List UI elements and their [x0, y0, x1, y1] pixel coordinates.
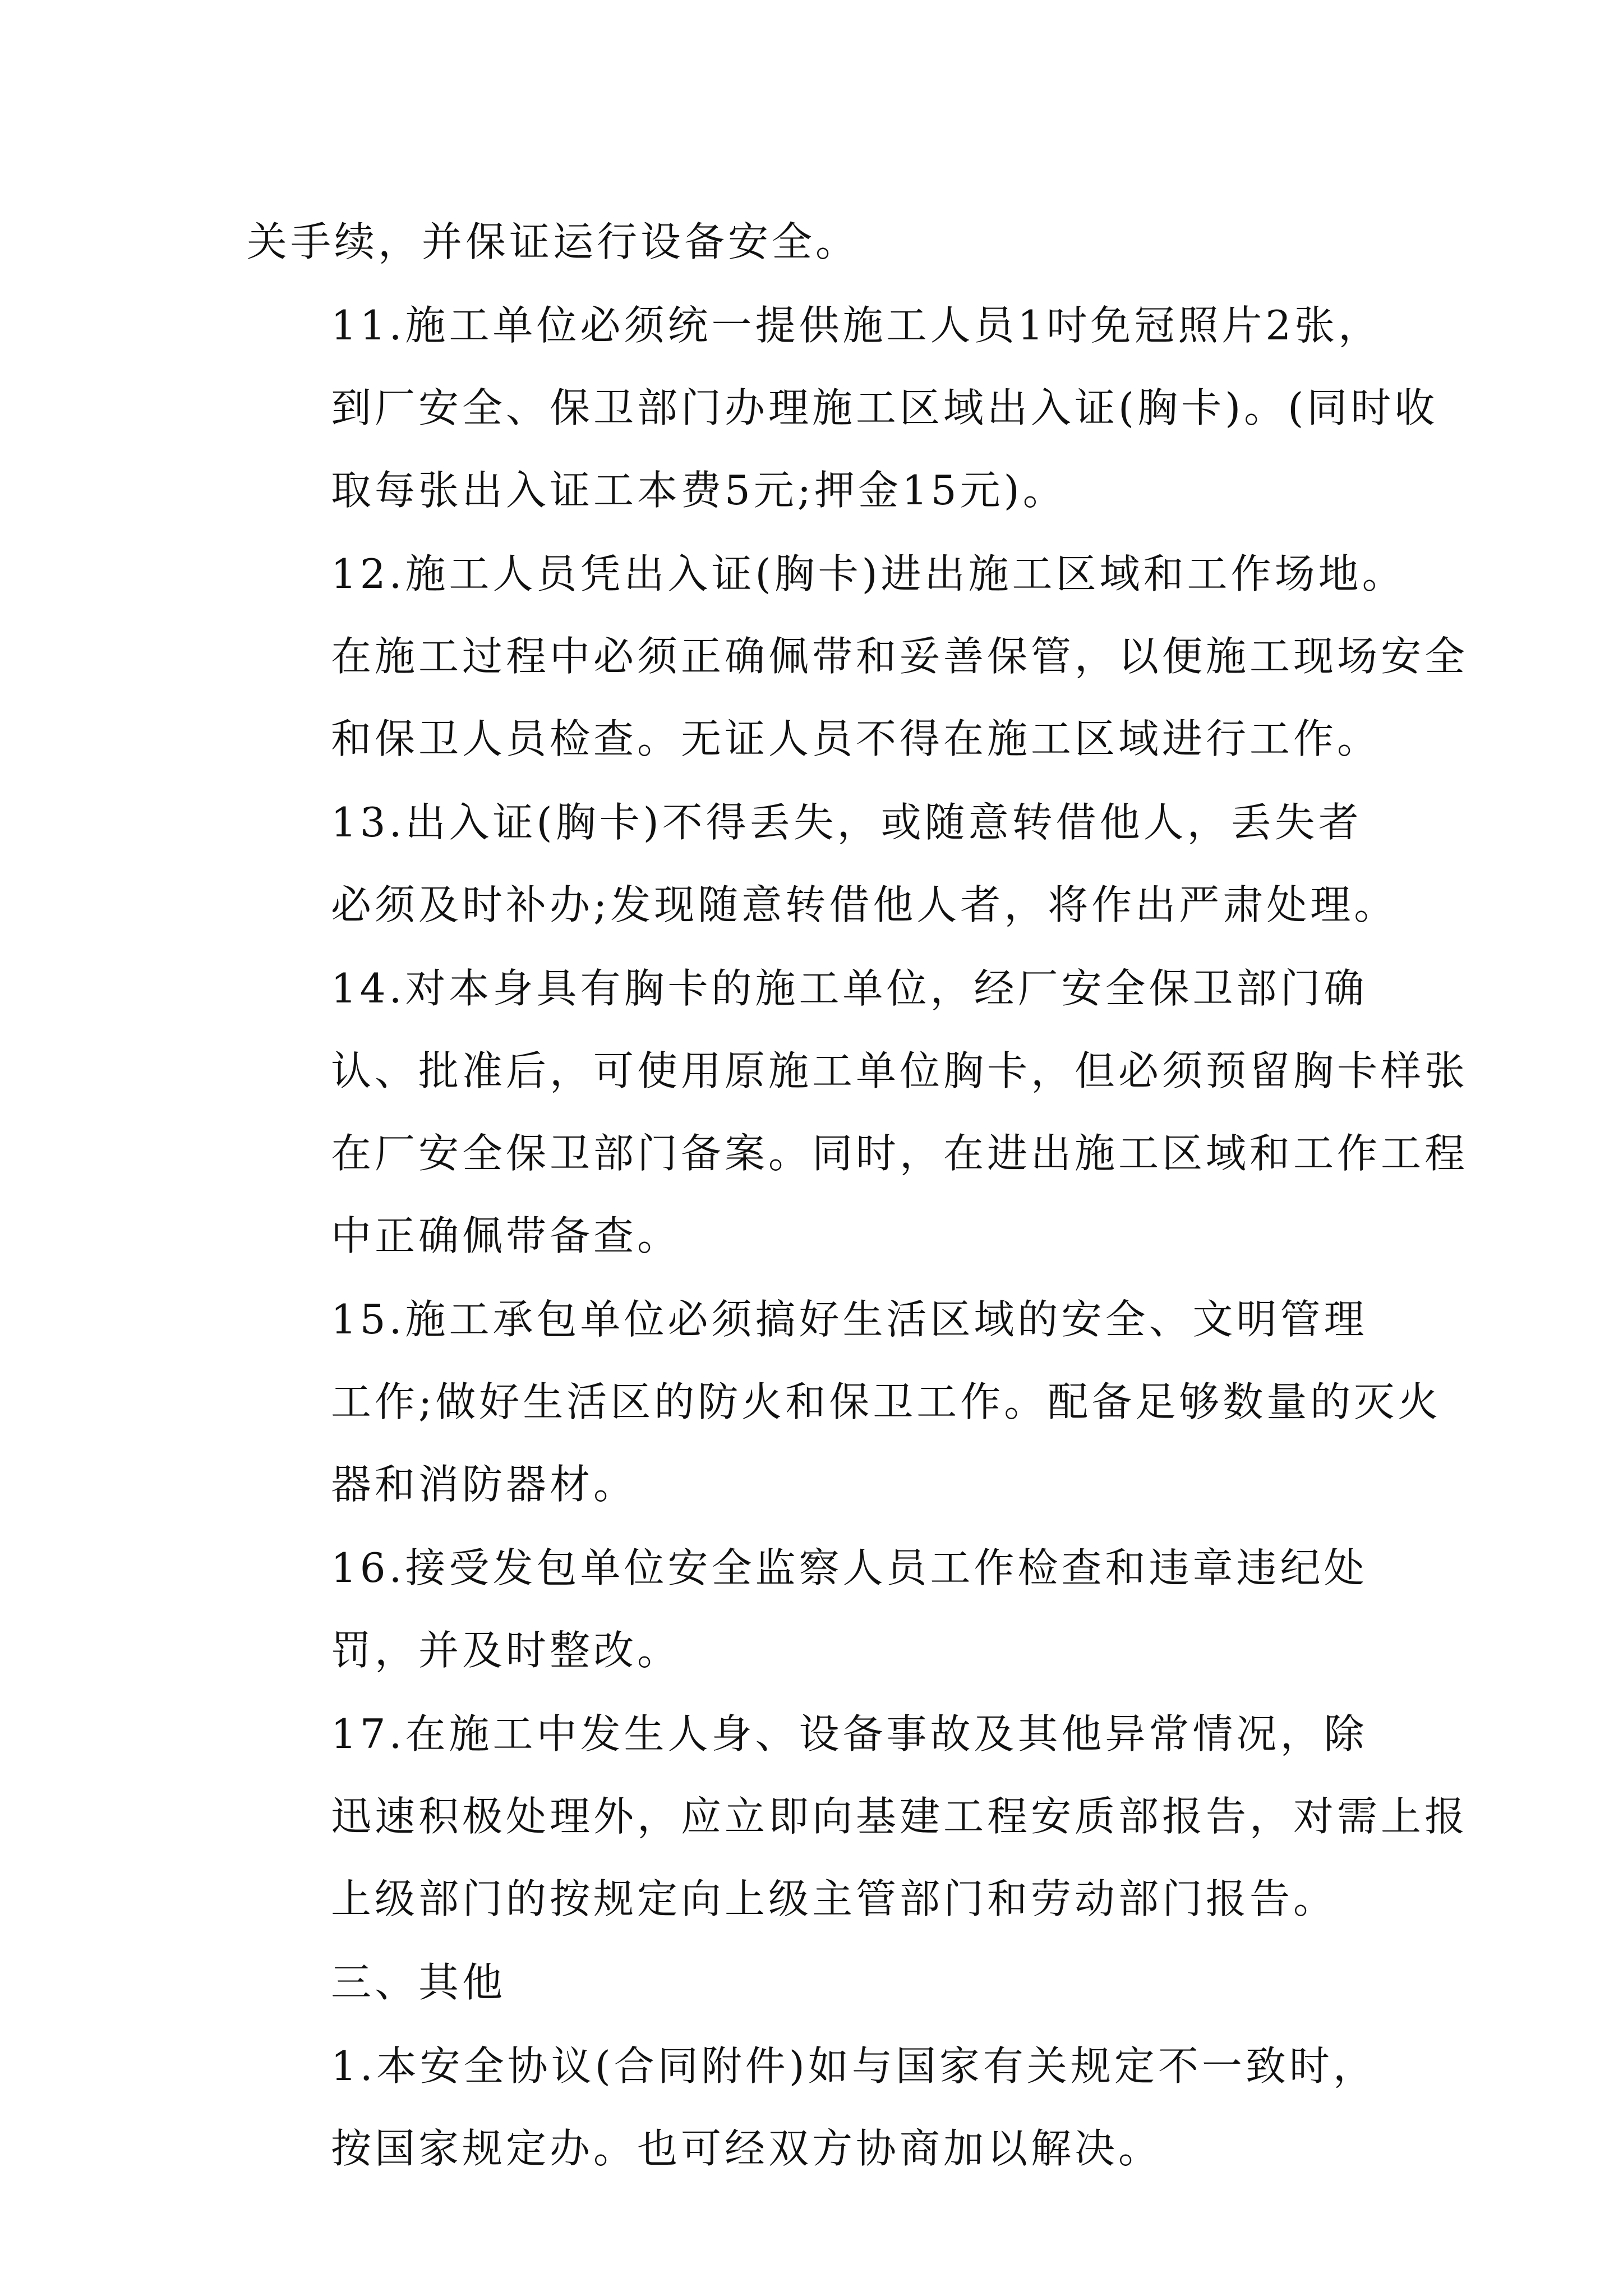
- text-line: 13.出入证(胸卡)不得丢失，或随意转借他人，丢失者: [331, 799, 1362, 846]
- text-line: 罚，并及时整改。: [331, 1627, 681, 1674]
- paragraph-item-17: [247, 1693, 1469, 1940]
- text-line: 上级部门的按规定向上级主管部门和劳动部门报告。: [331, 1875, 1338, 1922]
- text-line: 15.施工承包单位必须搞好生活区域的安全、文明管理: [331, 1296, 1368, 1343]
- text-line: 工作;做好生活区的防火和保卫工作。配备足够数量的灭火: [331, 1378, 1442, 1425]
- text-line: 器和消防器材。: [331, 1461, 638, 1508]
- paragraph-section-3: [247, 1941, 1385, 2024]
- text-line: 在厂安全保卫部门备案。同时，在进出施工区域和工作工程: [331, 1130, 1469, 1177]
- text-line: 12.施工人员凭出入证(胸卡)进出施工区域和工作场地。: [331, 550, 1406, 597]
- text-line: 在施工过程中必须正确佩带和妥善保管，以便施工现场安全: [331, 633, 1469, 680]
- paragraph-item-14: [247, 947, 1469, 1277]
- paragraph-item-13: [247, 781, 1398, 946]
- paragraph-cont-10: [247, 201, 1385, 283]
- text-line: 17.在施工中发生人身、设备事故及其他异常情况，除: [331, 1710, 1368, 1757]
- paragraph-item-11: [247, 284, 1438, 532]
- text-line: 认、批准后，可使用原施工单位胸卡，但必须预留胸卡样张: [331, 1047, 1469, 1094]
- paragraph-item-3-1: [247, 2025, 1385, 2190]
- paragraph-item-12: [247, 533, 1469, 780]
- document-body: [247, 201, 1469, 2191]
- text-line: 11.施工单位必须统一提供施工人员1吋免冠照片2张，: [331, 302, 1382, 349]
- text-line: 按国家规定办。也可经双方协商加以解决。: [331, 2125, 1163, 2172]
- text-line: 1.本安全协议(合同附件)如与国家有关规定不一致时，: [331, 2042, 1377, 2090]
- text-line: 迅速积极处理外，应立即向基建工程安质部报告，对需上报: [331, 1793, 1469, 1840]
- text-line: 到厂安全、保卫部门办理施工区域出入证(胸卡)。(同时收: [331, 384, 1438, 431]
- text-line: 必须及时补办;发现随意转借他人者，将作出严肃处理。: [331, 881, 1398, 928]
- paragraph-item-16: [247, 1527, 1385, 1692]
- text-line: 三、其他: [331, 1959, 506, 2006]
- text-line: 中正确佩带备查。: [331, 1212, 681, 1259]
- text-line: 16.接受发包单位安全监察人员工作检查和违章违纪处: [331, 1544, 1368, 1591]
- text-line: 关手续，并保证运行设备安全。: [247, 218, 860, 265]
- text-line: 和保卫人员检查。无证人员不得在施工区域进行工作。: [331, 715, 1381, 762]
- text-line: 取每张出入证工本费5元;押金15元)。: [331, 467, 1067, 514]
- paragraph-item-15: [247, 1278, 1442, 1526]
- text-line: 14.对本身具有胸卡的施工单位，经厂安全保卫部门确: [331, 965, 1368, 1012]
